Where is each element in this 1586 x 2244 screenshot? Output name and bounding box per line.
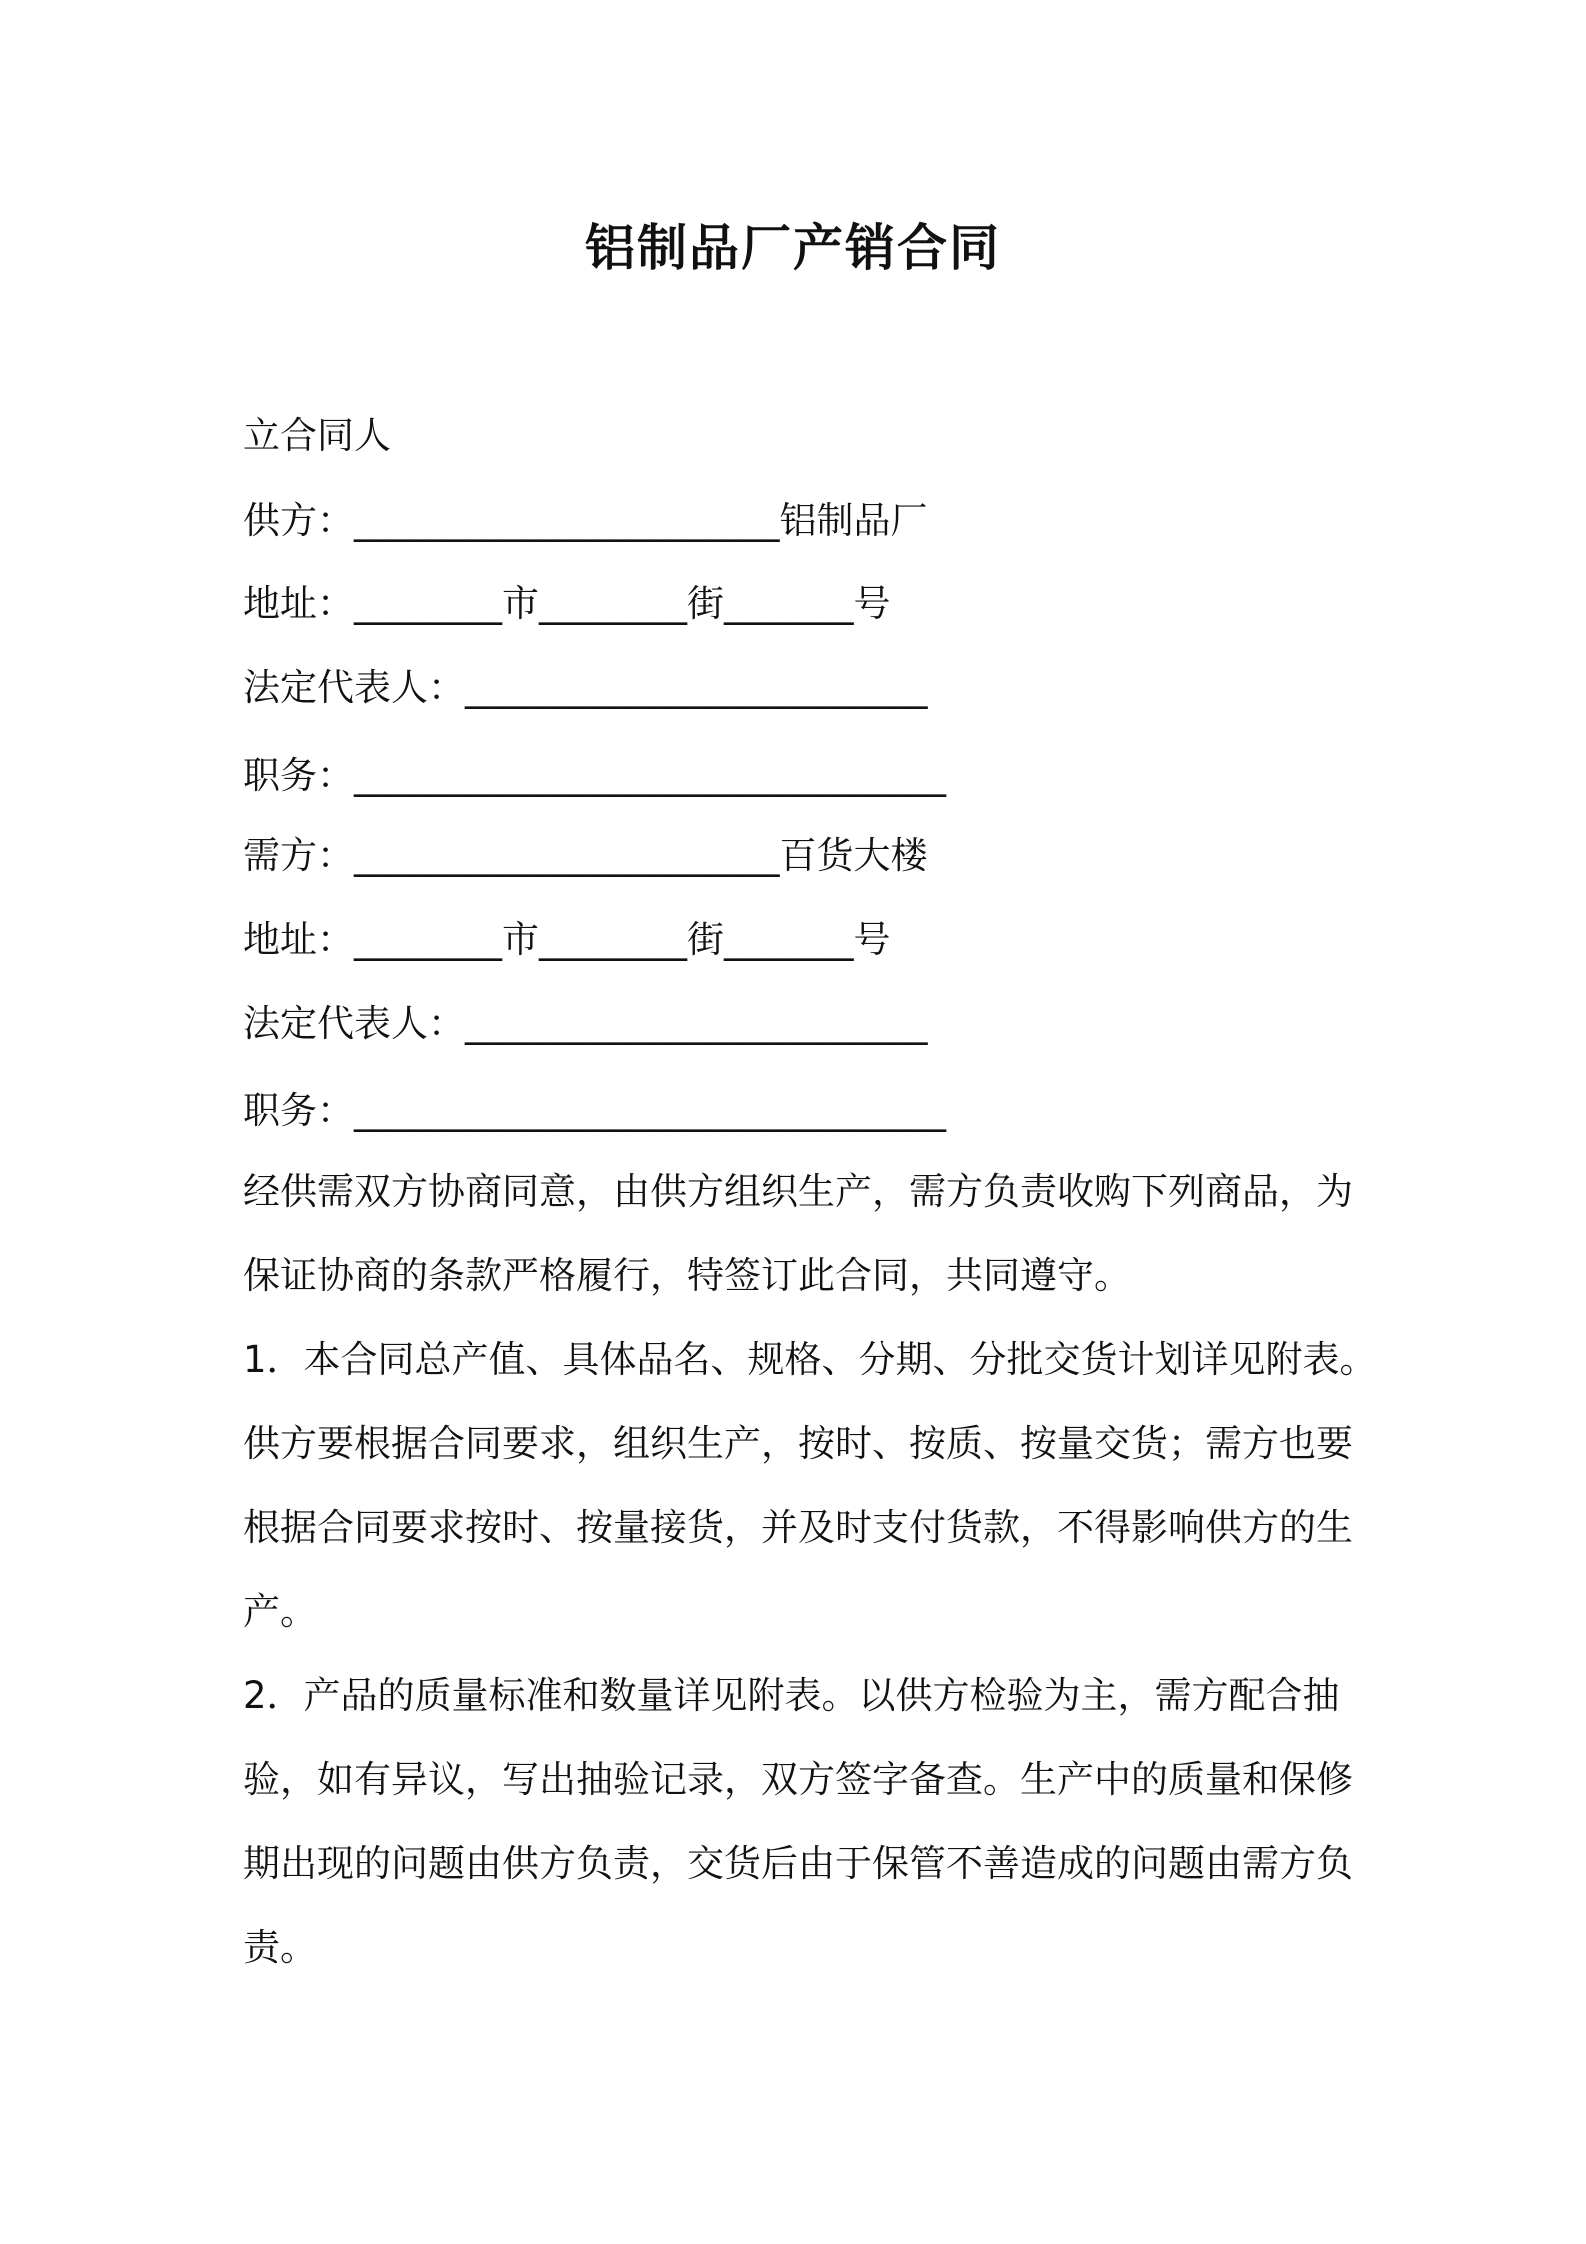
- supplier-address-line: 地址：________市________街_______号: [243, 582, 891, 625]
- supplier-representative-line: 法定代表人：_________________________: [243, 666, 928, 709]
- buyer-representative-line: 法定代表人：_________________________: [243, 1002, 928, 1045]
- buyer-address-line: 地址：________市________街_______号: [243, 918, 891, 961]
- clause-2-line: 期出现的问题由供方负责，交货后由于保管不善造成的问题由需方负: [243, 1842, 1353, 1885]
- clause-2-line: 验，如有异议，写出抽验记录，双方签字备查。生产中的质量和保修: [243, 1758, 1353, 1801]
- intro-paragraph: [243, 1150, 1373, 1318]
- document-title: 铝制品厂产销合同: [585, 219, 1001, 277]
- clause-1-paragraph: [243, 1318, 1377, 1654]
- buyer-name-line: 需方：_______________________百货大楼: [243, 834, 928, 877]
- clause-2-line: 责。: [243, 1926, 317, 1969]
- clause-1-line: 根据合同要求按时、按量接货，并及时支付货款，不得影响供方的生: [243, 1506, 1353, 1549]
- clause-1-line: 供方要根据合同要求，组织生产，按时、按质、按量交货；需方也要: [243, 1422, 1353, 1465]
- clause-1-line: 1．本合同总产值、具体品名、规格、分期、分批交货计划详见附表。: [243, 1338, 1377, 1381]
- clause-2-paragraph: [243, 1654, 1373, 1990]
- intro-line: 保证协商的条款严格履行，特签订此合同，共同遵守。: [243, 1254, 1131, 1297]
- supplier-position-line: 职务：________________________________: [243, 754, 946, 797]
- intro-line: 经供需双方协商同意，由供方组织生产，需方负责收购下列商品，为: [243, 1170, 1353, 1213]
- parties-heading: 立合同人: [243, 414, 391, 457]
- supplier-name-line: 供方：_______________________铝制品厂: [243, 499, 928, 542]
- buyer-position-line: 职务：________________________________: [243, 1089, 946, 1132]
- clause-2-line: 2．产品的质量标准和数量详见附表。以供方检验为主，需方配合抽: [243, 1674, 1340, 1717]
- clause-1-line: 产。: [243, 1590, 317, 1633]
